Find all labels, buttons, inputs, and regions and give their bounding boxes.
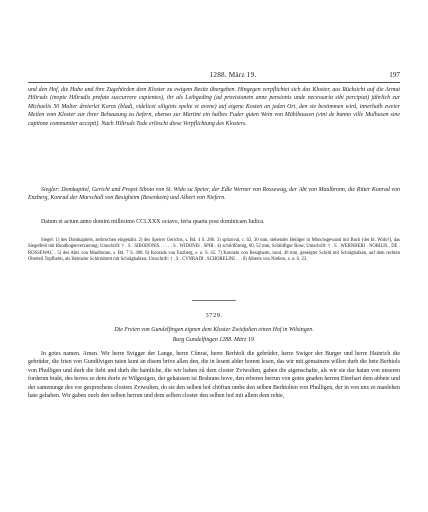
date-line: Datum et actum anno domini millesimo CCLXXX octavo, feria quarta post dominicam Iudica. bbox=[41, 219, 265, 225]
running-head: 1288. März 19. bbox=[209, 71, 257, 79]
document-summary: Die Freien von Gundelfingen eignen dem Kloster Zwiefalten einen Hof in Wilsingen. bbox=[114, 327, 314, 333]
header-rule bbox=[28, 82, 400, 83]
section-divider bbox=[192, 300, 236, 301]
sealers-paragraph: Siegler: Domkapitel, Gericht und Propst Siboto von St. Wido zu Speier, der Edle Werner von Rossewag, der Abt von Maulbronn, die Ritter Konrad von Enzberg, Konrad der Marschall von Besigheim (Besenkein) und Albert von Niefern. bbox=[28, 187, 400, 202]
charter-text: In gotes namen. Amen. Wir herre Svigger der Lange, herre Cůnrat, herre Berhtolt die gebrůder, herre Swiger der Burger und herre Hainrich die gebrůder, die frien von Gundilvigen tuien kunt an disem brive allen den, die in lesent alder horent lesen, das wir mit gemainem willen durh die bete Berhtols von Phulligen und durh die liebi und durh die hainliche, die wir haben zů dem closter Zviwulten, gaben die aigenschafte, als wir sie dar hatan von unseren forderun braht, des hoves ze dem dorfe ze Wilgesigen, der gehaissen ist Brabrans hove, den erberen herrun von gotes gnaden herren Eberhart dem abbete und der samenunge des vor gesprochens closters Zviwulten, do sie den selben hof chöftun umbe den selben Berhtolten von Phulligen, der in von uns ze manlehen hate gehaben. Wir gaben ouch den selben herrun und dem selben closter den selben hof mit allem dem rehte, bbox=[28, 351, 400, 400]
document-number: 3729. bbox=[205, 312, 223, 319]
page-number: 197 bbox=[389, 71, 400, 79]
abstract-paragraph: und den Hof, die Hube und ihre Zugehörden dem Kloster zu ewigem Besitz übergeben. Hingegen verpflichtet sich das Kloster, aus Rücksicht auf die Armut Hiltruds (inopie Hiltrudis prefate succurrere cupientes), ihr als Leibgeding (ad provisionem anne pensionis unde necessaria sibi percipiat) jährlich zur Michaelis 50 Malter dreierlei Korns (bladi, videlicet siliginis spelte et avene) auf eigene Kosten an jeden Ort, den sie bestimmen wird, innerhalb zweier Meilen vom Kloster zur ihrer Behausung zu liefern, ebenso zur Martini ein halbes Fuder guten Wein von Mühlhausen (vini de banno ville Mulhusen sine captione communiter accepti). Nach Hiltruds Tode erlöscht diese Verpflichtung des Klosters. bbox=[28, 87, 400, 127]
place-date: Burg Gundelfingen 1288. März 19. bbox=[172, 337, 256, 343]
seal-notes: Siegel: 1) des Domkapitels, zerbrochen eingenäht. 2) des Speirer Gerichts, s. Bd. 4 S. 286. 3) spitzoval, c. 62, 30 mm, stehender Heiliger in Mönchsgewand mit Buch (der hl. Wido?), das Siegelfeld mit Rundbogenverzierung; Umschrift: † . S . SIBODONIS . . . . . S . WIDONIS . SPIR . 4) schildförmig, 60, 52 mm, Schildfigur Rose; Umschrift: † . S . WERNHERI . NOBILIS . DE . ROSSEWAC . 5) des Abts von Maulbronn, s. Bd. 7 S. 498. 6) Konrads von Enzberg, s. o. S. 45. 7) Konrads von Besigheim, rund, 46 mm, geneigter Schild mit Schrägbalken, auf dem rechten Oberteil Topfhelm, als Helmzier Schirmbrett mit Schrägbalken; Umschrift: † . S . CVNRADI . SCHORELINI . . . 8) Alberts von Niefern, s. o. S. 23. bbox=[28, 238, 400, 262]
